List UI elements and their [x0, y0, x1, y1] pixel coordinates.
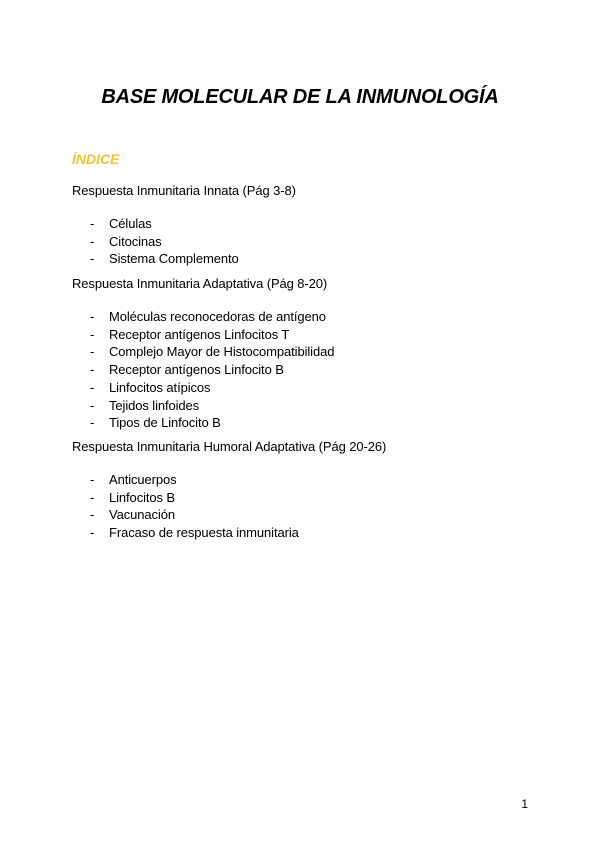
list-item	[72, 524, 532, 542]
bullet-dash: -	[90, 344, 95, 360]
list-item	[72, 233, 532, 251]
list-item-text: Complejo Mayor de Histocompatibilidad	[109, 344, 335, 360]
bullet-dash: -	[90, 397, 95, 413]
bullet-dash: -	[90, 326, 95, 342]
list-item-text: Citocinas	[109, 233, 162, 249]
bullet-dash: -	[90, 489, 95, 505]
list-item	[72, 471, 532, 489]
list-item-text: Células	[109, 216, 152, 231]
bullet-dash: -	[90, 251, 95, 267]
list-item-text: Fracaso de respuesta inmunitaria	[109, 525, 299, 541]
index-section	[72, 183, 532, 268]
bullet-dash: -	[90, 507, 95, 523]
section-heading: Respuesta Inmunitaria Adaptativa (Pág 8-20)	[72, 276, 328, 291]
index-heading: ÍNDICE	[72, 151, 120, 167]
list-item	[72, 506, 532, 524]
list-item-text: Linfocitos B	[109, 489, 176, 505]
list-item	[72, 361, 532, 379]
list-item	[72, 397, 532, 415]
bullet-dash: -	[90, 525, 95, 541]
list-item-text: Moléculas reconocedoras de antígeno	[109, 309, 326, 324]
bullet-dash: -	[90, 233, 95, 249]
list-item	[72, 215, 532, 233]
bullet-dash: -	[90, 309, 95, 324]
section-heading: Respuesta Inmunitaria Humoral Adaptativa (Pág 20-26)	[72, 439, 387, 454]
section-list	[72, 215, 532, 268]
list-item-text: Tipos de Linfocito B	[109, 415, 221, 431]
bullet-dash: -	[90, 415, 95, 431]
list-item-text: Receptor antígenos Linfocitos T	[109, 326, 290, 342]
list-item-text: Anticuerpos	[109, 472, 177, 487]
document-title: BASE MOLECULAR DE LA INMUNOLOGÍA	[101, 86, 499, 108]
list-item	[72, 326, 532, 344]
bullet-dash: -	[90, 362, 95, 378]
list-item-text: Receptor antígenos Linfocito B	[109, 362, 284, 378]
list-item	[72, 414, 532, 432]
list-item	[72, 250, 532, 268]
index-section	[72, 439, 532, 542]
list-item	[72, 308, 532, 326]
list-item	[72, 343, 532, 361]
section-heading: Respuesta Inmunitaria Innata (Pág 3-8)	[72, 183, 296, 198]
section-list	[72, 308, 532, 432]
page-number: 1	[521, 797, 528, 811]
list-item-text: Linfocitos atípicos	[109, 379, 211, 395]
list-item	[72, 489, 532, 507]
list-item-text: Tejidos linfoides	[109, 397, 200, 413]
bullet-dash: -	[90, 379, 95, 395]
list-item-text: Vacunación	[109, 507, 175, 523]
list-item-text: Sistema Complemento	[109, 251, 239, 267]
section-list	[72, 471, 532, 542]
bullet-dash: -	[90, 216, 95, 231]
bullet-dash: -	[90, 472, 95, 487]
list-item	[72, 379, 532, 397]
index-section	[72, 276, 532, 432]
